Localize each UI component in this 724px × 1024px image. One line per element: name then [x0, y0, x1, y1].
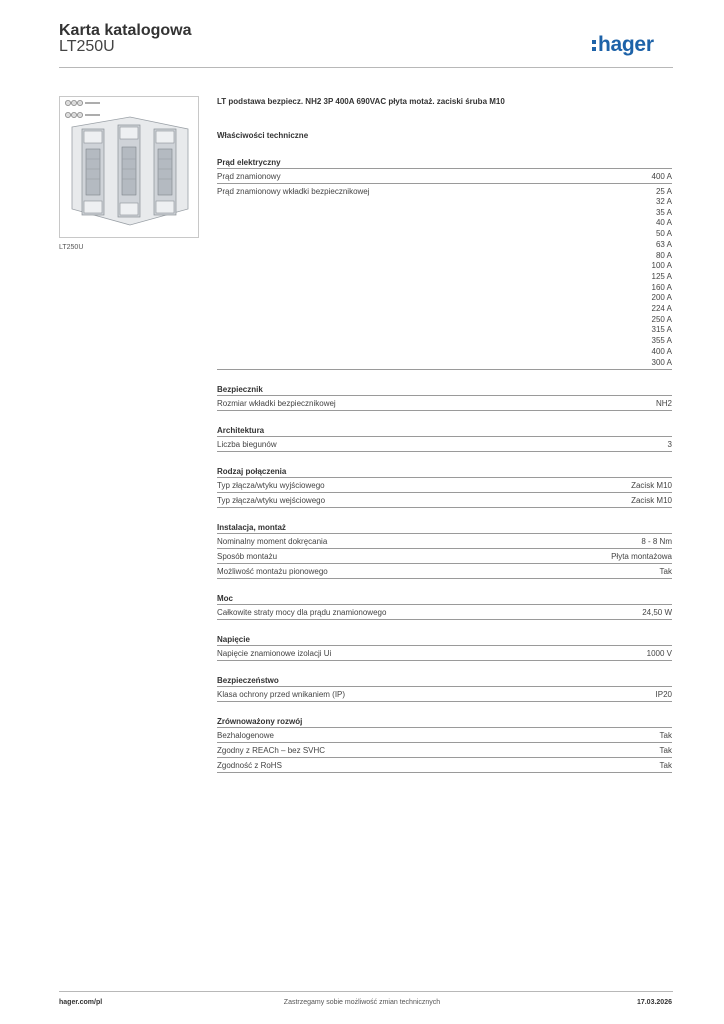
technical-properties	[217, 157, 672, 787]
property-row	[217, 758, 672, 773]
property-value: Tak	[659, 746, 672, 756]
property-row	[217, 605, 672, 620]
property-group	[217, 675, 672, 702]
property-label: Typ złącza/wtyku wejściowego	[217, 496, 326, 506]
property-label: Typ złącza/wtyku wyjściowego	[217, 481, 325, 491]
properties-heading: Właściwości techniczne	[217, 131, 309, 140]
property-label: Sposób montażu	[217, 552, 278, 562]
property-row	[217, 396, 672, 411]
property-group	[217, 634, 672, 661]
fuse-base-illustration	[60, 97, 198, 237]
property-group-title: Zrównoważony rozwój	[217, 716, 672, 728]
property-value: 8 - 8 Nm	[641, 537, 672, 547]
product-image	[59, 96, 199, 238]
property-row	[217, 478, 672, 493]
property-label: Bezhalogenowe	[217, 731, 274, 741]
property-value: 32 A	[655, 197, 672, 206]
property-group	[217, 384, 672, 411]
property-row	[217, 743, 672, 758]
property-value: 25 A	[655, 187, 672, 196]
property-values	[641, 534, 672, 548]
property-group	[217, 466, 672, 508]
property-group	[217, 425, 672, 452]
logo-dots-icon	[592, 40, 596, 51]
footer-date: 17.03.2026	[636, 999, 672, 1006]
property-group-title: Bezpieczeństwo	[217, 675, 672, 687]
property-label: Całkowite straty mocy dla prądu znamionowego	[217, 608, 387, 618]
property-values	[631, 478, 672, 492]
property-label: Liczba biegunów	[217, 440, 277, 450]
hager-logo[interactable]	[592, 31, 654, 57]
property-value: 40 A	[655, 218, 672, 228]
property-group-title: Rodzaj połączenia	[217, 466, 672, 478]
property-label: Zgodny z REACh – bez SVHC	[217, 746, 326, 756]
property-values	[631, 493, 672, 507]
property-value: 400 A	[651, 346, 672, 356]
image-caption: LT250U	[59, 244, 84, 251]
property-value: 3	[667, 440, 672, 450]
property-value: 315 A	[651, 325, 672, 335]
property-values	[656, 687, 672, 701]
property-row	[217, 549, 672, 564]
product-reference: LT250U	[59, 38, 115, 55]
property-value: Zacisk M10	[631, 496, 672, 506]
property-values	[652, 184, 672, 369]
property-label: Możliwość montażu pionowego	[217, 567, 328, 577]
property-values	[660, 743, 672, 757]
property-value: 63 A	[655, 239, 672, 249]
property-values	[611, 549, 672, 563]
property-value: Zacisk M10	[631, 481, 672, 491]
property-values	[647, 646, 672, 660]
property-value: 80 A	[655, 250, 672, 260]
property-value: 355 A	[651, 336, 672, 346]
property-row	[217, 169, 672, 184]
property-value: 125 A	[651, 271, 672, 281]
property-value: NH2	[655, 399, 672, 409]
property-value: 300 A	[651, 357, 672, 367]
property-group-title: Moc	[217, 593, 672, 605]
property-label: Nominalny moment dokręcania	[217, 537, 328, 547]
property-values	[668, 437, 672, 451]
property-label: Zgodność z RoHS	[217, 761, 282, 771]
property-value: IP20	[655, 690, 672, 700]
property-value: 100 A	[651, 261, 672, 271]
property-group-title: Bezpiecznik	[217, 384, 672, 396]
footer-disclaimer: Zastrzegamy sobie możliwość zmian technicznych	[283, 999, 441, 1006]
property-label: Klasa ochrony przed wnikaniem (IP)	[217, 690, 346, 700]
property-group	[217, 593, 672, 620]
property-group	[217, 522, 672, 579]
logo-text: hager	[598, 32, 654, 56]
property-row	[217, 534, 672, 549]
property-value: 35 A	[655, 207, 672, 217]
header-divider	[59, 67, 673, 68]
property-values	[660, 758, 672, 772]
property-value: 50 A	[655, 229, 672, 239]
footer-website-link[interactable]: hager.com/pl	[59, 999, 103, 1006]
property-values	[656, 396, 672, 410]
property-group	[217, 157, 672, 370]
property-group-title: Architektura	[217, 425, 672, 437]
product-description: LT podstawa bezpiecz. NH2 3P 400A 690VAC płyta motaż. zaciski śruba M10	[217, 97, 505, 106]
property-row	[217, 687, 672, 702]
property-label: Napięcie znamionowe izolacji Ui	[217, 649, 332, 659]
property-group-title: Instalacja, montaż	[217, 522, 672, 534]
property-row	[217, 437, 672, 452]
property-value: 400 A	[651, 172, 672, 181]
property-value: 200 A	[651, 293, 672, 303]
page-title: Karta katalogowa	[59, 22, 192, 39]
property-group-title: Prąd elektryczny	[217, 157, 672, 169]
property-value: Tak	[659, 731, 672, 741]
property-label: Prąd znamionowy	[217, 172, 281, 181]
property-value: 160 A	[651, 282, 672, 292]
property-values	[652, 169, 672, 183]
property-values	[660, 728, 672, 742]
property-value: 1000 V	[646, 649, 672, 659]
property-row	[217, 728, 672, 743]
property-row	[217, 493, 672, 508]
property-value: 24,50 W	[642, 608, 672, 618]
property-value: Tak	[659, 567, 672, 577]
property-row	[217, 564, 672, 579]
property-group	[217, 716, 672, 773]
property-values	[642, 605, 672, 619]
footer-divider	[59, 991, 673, 992]
property-value: 224 A	[651, 304, 672, 314]
property-row	[217, 184, 672, 370]
property-row	[217, 646, 672, 661]
property-value: Płyta montażowa	[611, 552, 672, 562]
property-label: Prąd znamionowy wkładki bezpiecznikowej	[217, 187, 370, 196]
property-value: 250 A	[651, 314, 672, 324]
property-group-title: Napięcie	[217, 634, 672, 646]
property-label: Rozmiar wkładki bezpiecznikowej	[217, 399, 336, 409]
property-value: Tak	[659, 761, 672, 771]
property-values	[660, 564, 672, 578]
